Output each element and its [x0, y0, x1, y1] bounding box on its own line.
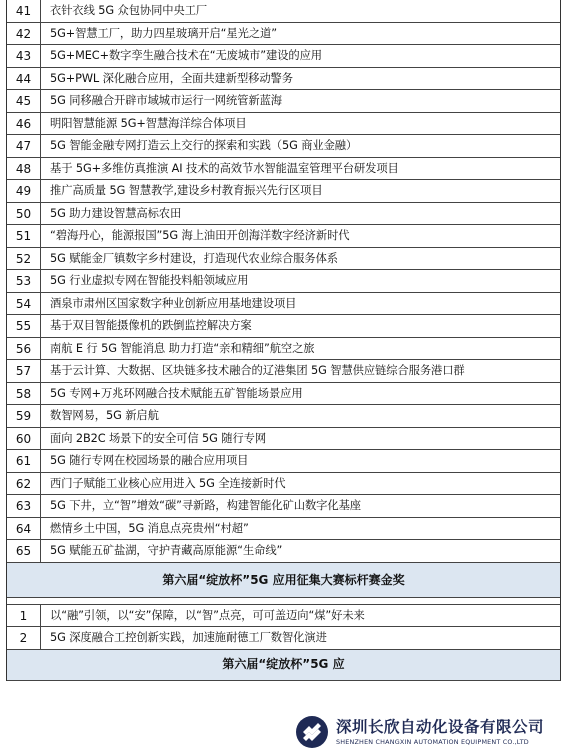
table-row — [7, 627, 560, 650]
row-number: 48 — [7, 158, 41, 180]
row-number: 60 — [7, 428, 41, 450]
row-number: 58 — [7, 383, 41, 405]
row-number: 54 — [7, 293, 41, 315]
table-row — [7, 270, 560, 293]
table-row — [7, 45, 560, 68]
table-row — [7, 360, 560, 383]
row-number: 2 — [7, 627, 41, 649]
project-title: 基于双目智能摄像机的跌倒监控解决方案 — [50, 319, 252, 332]
row-number: 50 — [7, 203, 41, 225]
project-title: 5G 随行专网在校园场景的融合应用项目 — [50, 454, 249, 467]
section-header-gold-award: 第六届“绽放杯”5G 应用征集大赛标杆赛金奖 — [7, 563, 560, 598]
project-title: 推广高质量 5G 智慧教学,建设乡村教育振兴先行区项目 — [50, 184, 323, 197]
row-number: 1 — [7, 605, 41, 627]
table-row — [7, 495, 560, 518]
project-title: 5G 下井，立“智”增效“碳”寻新路，构建智能化矿山数字化基座 — [50, 499, 361, 512]
row-number: 65 — [7, 540, 41, 562]
row-number: 49 — [7, 180, 41, 202]
award-list-table — [6, 0, 561, 681]
project-title: 面向 2B2C 场景下的安全可信 5G 随行专网 — [50, 431, 267, 445]
table-row — [7, 203, 560, 226]
row-number: 57 — [7, 360, 41, 382]
row-number: 56 — [7, 338, 41, 360]
row-number: 52 — [7, 248, 41, 270]
table-row — [7, 293, 560, 316]
rows-group-a — [7, 0, 560, 563]
project-title: 以“融”引领，以“安”保障，以“智”点亮，可可盖迈向“煤”好未来 — [50, 608, 365, 622]
table-row — [7, 405, 560, 428]
section-gap — [7, 598, 560, 605]
row-number: 64 — [7, 518, 41, 540]
project-title: 5G 专网+万兆环网融合技术赋能五矿智能场景应用 — [50, 386, 303, 400]
company-name-en: SHENZHEN CHANGXIN AUTOMATION EQUIPMENT CO.,LTD — [336, 738, 529, 746]
table-row — [7, 450, 560, 473]
project-title: 西门子赋能工业核心应用进入 5G 全连接新时代 — [50, 476, 286, 490]
row-number: 62 — [7, 473, 41, 495]
project-title: 明阳智慧能源 5G+智慧海洋综合体项目 — [50, 116, 247, 130]
project-title: 5G+PWL 深化融合应用，全面共建新型移动警务 — [50, 71, 293, 85]
project-title: 5G 赋能金厂镇数字乡村建设，打造现代农业综合服务体系 — [50, 251, 338, 265]
row-number: 55 — [7, 315, 41, 337]
project-title: 衣针衣线 5G 众包协同中央工厂 — [50, 4, 208, 17]
project-title: 5G 同移融合开辟市域城市运行一网统管新蓝海 — [50, 94, 282, 107]
table-row — [7, 248, 560, 271]
project-title: 5G 行业虚拟专网在智能投料船领域应用 — [50, 274, 249, 287]
project-title: 基于云计算、大数据、区块链多技术融合的辽港集团 5G 智慧供应链综合服务港口群 — [50, 364, 465, 377]
table-row — [7, 180, 560, 203]
project-title: 南航 E 行 5G 智能消息 助力打造“亲和精细”航空之旅 — [50, 341, 315, 355]
project-title: 5G 智能金融专网打造云上交行的探索和实践（5G 商业金融） — [50, 139, 358, 152]
row-number: 53 — [7, 270, 41, 292]
project-title: 5G+MEC+数字孪生融合技术在“无废城市”建设的应用 — [50, 49, 322, 62]
table-row — [7, 135, 560, 158]
row-number: 44 — [7, 68, 41, 90]
table-row — [7, 338, 560, 361]
project-title: 酒泉市肃州区国家数字种业创新应用基地建设项目 — [50, 296, 297, 310]
row-number: 46 — [7, 113, 41, 135]
table-row — [7, 605, 560, 628]
project-title: 5G+智慧工厂，助力四星玻璃开启“星光之道” — [50, 26, 277, 40]
company-name-cn: 深圳长欣自动化设备有限公司 — [336, 718, 545, 736]
project-title: 5G 赋能五矿盐湖，守护青藏高原能源“生命线” — [50, 544, 283, 557]
row-number: 42 — [7, 23, 41, 45]
table-row — [7, 90, 560, 113]
row-number: 63 — [7, 495, 41, 517]
project-title: “碧海丹心，能源报国”5G 海上油田开创海洋数字经济新时代 — [50, 229, 350, 242]
project-title: 燃情乡土中国，5G 消息点亮贵州“村超” — [50, 521, 249, 535]
row-number: 59 — [7, 405, 41, 427]
row-number: 43 — [7, 45, 41, 67]
project-title: 数智网易，5G 新启航 — [50, 409, 159, 422]
project-title: 5G 深度融合工控创新实践，加速施耐德工厂数智化演进 — [50, 631, 327, 644]
rows-group-b — [7, 605, 560, 650]
table-row — [7, 540, 560, 563]
section-header-next: 第六届“绽放杯”5G 应 — [7, 650, 560, 681]
table-row — [7, 23, 560, 46]
row-number: 47 — [7, 135, 41, 157]
table-row — [7, 113, 560, 136]
row-number: 41 — [7, 0, 41, 22]
table-row — [7, 0, 560, 23]
row-number: 51 — [7, 225, 41, 247]
company-logo-icon — [294, 714, 330, 750]
table-row — [7, 383, 560, 406]
table-row — [7, 225, 560, 248]
table-row — [7, 68, 560, 91]
table-row — [7, 315, 560, 338]
table-row — [7, 428, 560, 451]
row-number: 45 — [7, 90, 41, 112]
project-title: 5G 助力建设智慧高标农田 — [50, 206, 182, 220]
table-row — [7, 518, 560, 541]
project-title: 基于 5G+多维仿真推演 AI 技术的高效节水智能温室管理平台研发项目 — [50, 161, 399, 175]
company-watermark — [290, 711, 565, 753]
row-number: 61 — [7, 450, 41, 472]
table-row — [7, 158, 560, 181]
table-row — [7, 473, 560, 496]
